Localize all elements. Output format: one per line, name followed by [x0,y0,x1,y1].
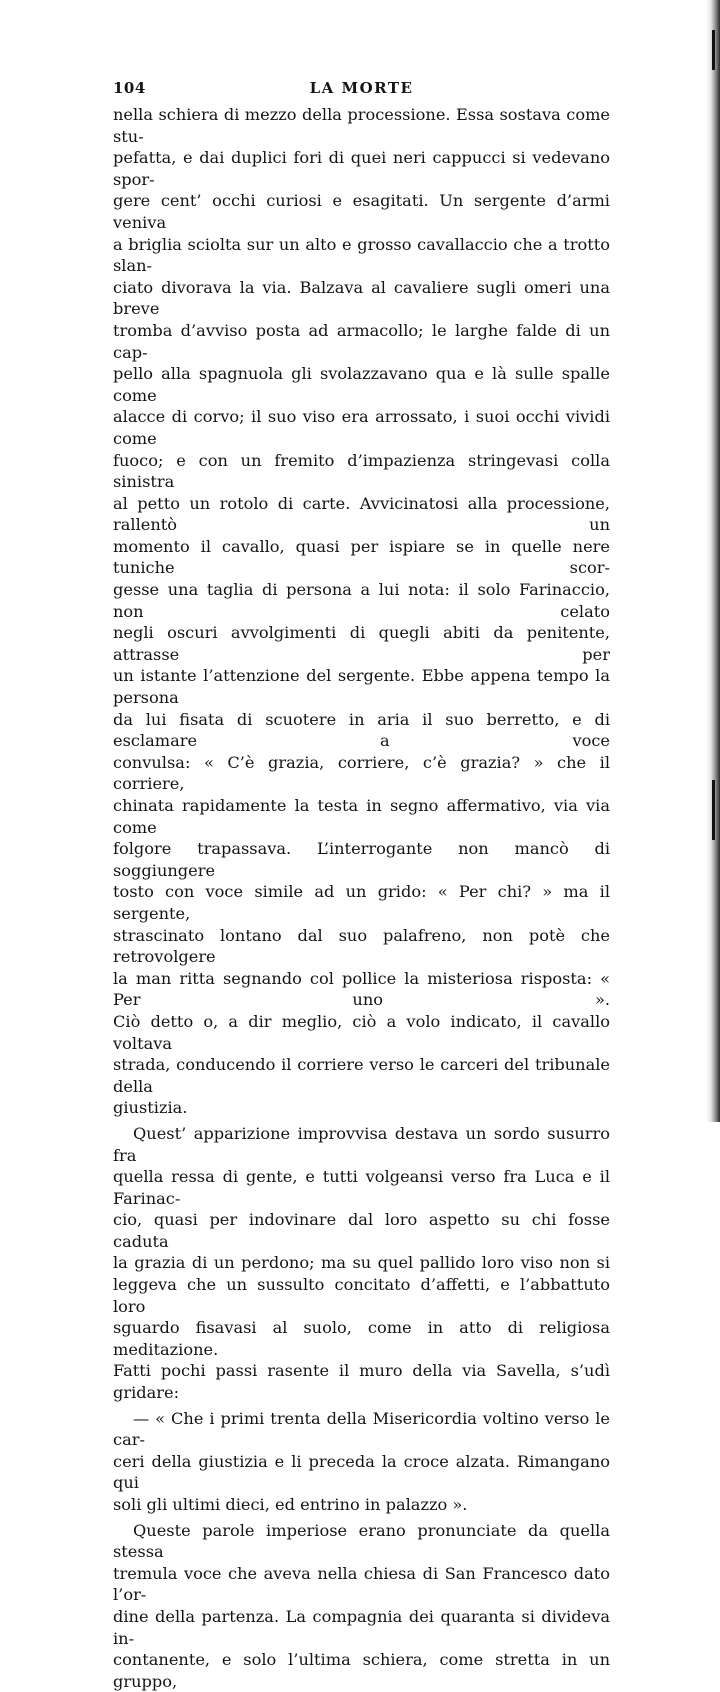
text-line: tremula voce che aveva nella chiesa di San Francesco dato l’or- [113,1563,610,1605]
running-header [113,79,610,101]
text-line: tromba d’avviso posta ad armacollo; le larghe falde di un cap- [113,320,610,362]
text-line: Ciò detto o, a dir meglio, ciò a volo indicato, il cavallo voltava [113,1011,610,1053]
paragraph [113,1123,610,1404]
text-line: negli oscuri avvolgimenti di quegli abiti da penitente, attrasse per [113,623,610,664]
text-line: Quest’ apparizione improvvisa destava un sordo susurro fra [113,1123,610,1165]
body-text [113,104,610,1692]
text-line: leggeva che un sussulto concitato d’affetti, e l’abbattuto loro [113,1275,610,1316]
text-line: convulsa: « C’è grazia, corriere, c’è grazia? » che il corriere, [113,752,610,794]
text-line: ciato divorava la via. Balzava al cavaliere sugli omeri una breve [113,277,610,319]
page-number: 104 [113,79,146,97]
text-line: ceri della giustizia e li preceda la croce alzata. Rimangano qui [113,1451,610,1493]
text-line: strada, conducendo il corriere verso le carceri del tribunale della [113,1055,610,1096]
text-line: soli gli ultimi dieci, ed entrino in palazzo ». [113,1495,468,1514]
text-line: pello alla spagnuola gli svolazzavano qua e là sulle spalle come [113,364,610,405]
page-edge-shadow [706,0,720,1122]
text-line: chinata rapidamente la testa in segno affermativo, via via come [113,796,610,837]
text-line: la man ritta segnando col pollice la misteriosa risposta: « Per uno ». [113,968,610,1010]
text-line: fuoco; e con un fremito d’impazienza stringevasi colla sinistra [113,450,610,492]
edge-mark [712,30,715,70]
text-line: giustizia. [113,1098,188,1118]
text-line: folgore trapassava. L’interrogante non mancò di soggiungere [113,839,610,880]
text-line: cio, quasi per indovinare dal loro aspetto su chi fosse caduta [113,1210,610,1251]
text-line: da lui fisata di scuotere in aria il suo berretto, e di esclamare a voce [113,709,610,751]
text-line: dine della partenza. La compagnia dei quaranta si divideva in- [113,1606,610,1648]
text-line: strascinato lontano dal suo palafreno, non potè che retrovolgere [113,925,610,967]
text-line: sguardo fisavasi al suolo, come in atto di religiosa meditazione. [113,1318,610,1359]
text-line: alacce di corvo; il suo viso era arrossato, i suoi occhi vividi come [113,407,610,448]
text-line: gere cent’ occhi curiosi e esagitati. Un sergente d’armi veniva [113,191,610,232]
paragraph [113,1408,610,1516]
text-line: nella schiera di mezzo della processione. Essa sostava come stu- [113,105,610,146]
edge-mark [712,780,715,840]
text-line: quella ressa di gente, e tutti volgeansi verso fra Luca e il Farinac- [113,1167,610,1208]
text-line: la grazia di un perdono; ma su quel pallido loro viso non si [113,1253,610,1273]
paragraph [113,1520,610,1692]
paragraph [113,104,610,1119]
text-line: al petto un rotolo di carte. Avvicinatosi alla processione, rallentò un [113,493,610,535]
text-line: un istante l’attenzione del sergente. Ebbe appena tempo la persona [113,666,610,708]
text-line: contanente, e solo l’ultima schiera, come stretta in un gruppo, [113,1650,610,1691]
text-line: — « Che i primi trenta della Misericordia voltino verso le car- [113,1408,610,1450]
running-title: LA MORTE [309,79,414,97]
text-line: a briglia sciolta sur un alto e grosso cavallaccio che a trotto slan- [113,234,610,276]
text-line: gesse una taglia di persona a lui nota: il solo Farinaccio, non celato [113,580,610,621]
text-line: Queste parole imperiose erano pronunciate da quella stessa [113,1520,610,1562]
text-line: pefatta, e dai duplici fori di quei neri cappucci si vedevano spor- [113,148,610,189]
text-line: Fatti pochi passi rasente il muro della via Savella, s’udì gridare: [113,1361,610,1403]
text-line: momento il cavallo, quasi per ispiare se in quelle nere tuniche scor- [113,536,610,578]
text-line: tosto con voce simile ad un grido: « Per chi? » ma il sergente, [113,882,610,923]
